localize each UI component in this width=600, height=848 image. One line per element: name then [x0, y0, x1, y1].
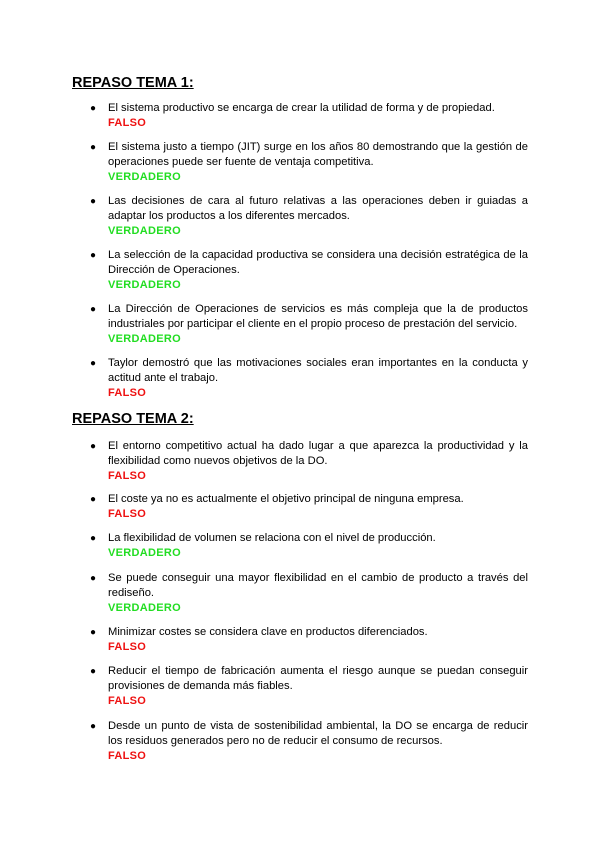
statement-text: La flexibilidad de volumen se relaciona con el nivel de producción.	[108, 532, 436, 544]
statement-text: Taylor demostró que las motivaciones sociales eran importantes en la conducta y actitud ante el trabajo.	[108, 357, 528, 384]
bullet-icon: ●	[90, 441, 97, 452]
list-item	[72, 140, 528, 184]
answer-label: VERDADERO	[108, 333, 181, 345]
answer-label: VERDADERO	[108, 225, 181, 237]
section-tema-2	[72, 410, 528, 428]
bullet-icon: ●	[90, 627, 97, 638]
answer-label: FALSO	[108, 470, 147, 482]
list-item	[72, 531, 528, 560]
answer-label: FALSO	[108, 695, 147, 707]
bullet-icon: ●	[90, 358, 97, 369]
answer-label: FALSO	[108, 117, 147, 129]
statement-text: El coste ya no es actualmente el objetivo principal de ninguna empresa.	[108, 493, 464, 505]
statement-text: El sistema justo a tiempo (JIT) surge en los años 80 demostrando que la gestión de operaciones puede ser fuente de ventaja competitiva.	[108, 141, 528, 168]
bullet-icon: ●	[90, 533, 97, 544]
statement-text: Minimizar costes se considera clave en productos diferenciados.	[108, 626, 428, 638]
list-item	[72, 194, 528, 238]
section-heading: REPASO TEMA 1:	[72, 75, 194, 91]
list-item	[72, 439, 528, 483]
bullet-icon: ●	[90, 666, 97, 677]
list-item	[72, 248, 528, 292]
bullet-icon: ●	[90, 721, 97, 732]
statement-text: La selección de la capacidad productiva se considera una decisión estratégica de la Dirección de Operaciones.	[108, 249, 528, 276]
bullet-icon: ●	[90, 304, 97, 315]
statement-text: El sistema productivo se encarga de crear la utilidad de forma y de propiedad.	[108, 102, 495, 114]
list-item	[72, 302, 528, 346]
statement-text: Las decisiones de cara al futuro relativas a las operaciones deben ir guiadas a adaptar los productos a los diferentes mercados.	[108, 195, 528, 222]
statement-text: La Dirección de Operaciones de servicios es más compleja que la de productos industriales por participar el cliente en el propio proceso de prestación del servicio.	[108, 303, 528, 330]
answer-label: VERDADERO	[108, 279, 181, 291]
bullet-icon: ●	[90, 103, 97, 114]
answer-label: VERDADERO	[108, 171, 181, 183]
list-item	[72, 571, 528, 615]
section-heading: REPASO TEMA 2:	[72, 411, 194, 427]
bullet-icon: ●	[90, 196, 97, 207]
list-item	[72, 492, 528, 521]
bullet-icon: ●	[90, 250, 97, 261]
statement-text: Se puede conseguir una mayor flexibilidad en el cambio de producto a través del rediseño.	[108, 572, 528, 599]
answer-label: FALSO	[108, 387, 147, 399]
answer-label: FALSO	[108, 508, 147, 520]
bullet-icon: ●	[90, 494, 97, 505]
list-item	[72, 625, 528, 654]
bullet-icon: ●	[90, 142, 97, 153]
answer-label: FALSO	[108, 641, 147, 653]
answer-label: FALSO	[108, 750, 147, 762]
list-item	[72, 356, 528, 400]
statement-text: Reducir el tiempo de fabricación aumenta el riesgo aunque se puedan conseguir provisiones de demanda más fiables.	[108, 665, 528, 692]
bullet-icon: ●	[90, 573, 97, 584]
list-item	[72, 719, 528, 763]
statement-text: Desde un punto de vista de sostenibilidad ambiental, la DO se encarga de reducir los residuos generados pero no de reducir el consumo de recursos.	[108, 720, 528, 747]
list-item	[72, 664, 528, 708]
statement-text: El entorno competitivo actual ha dado lugar a que aparezca la productividad y la flexibilidad como nuevos objetivos de la DO.	[108, 440, 528, 467]
list-item	[72, 101, 528, 130]
answer-label: VERDADERO	[108, 547, 181, 559]
answer-label: VERDADERO	[108, 602, 181, 614]
section-tema-1	[72, 74, 528, 92]
